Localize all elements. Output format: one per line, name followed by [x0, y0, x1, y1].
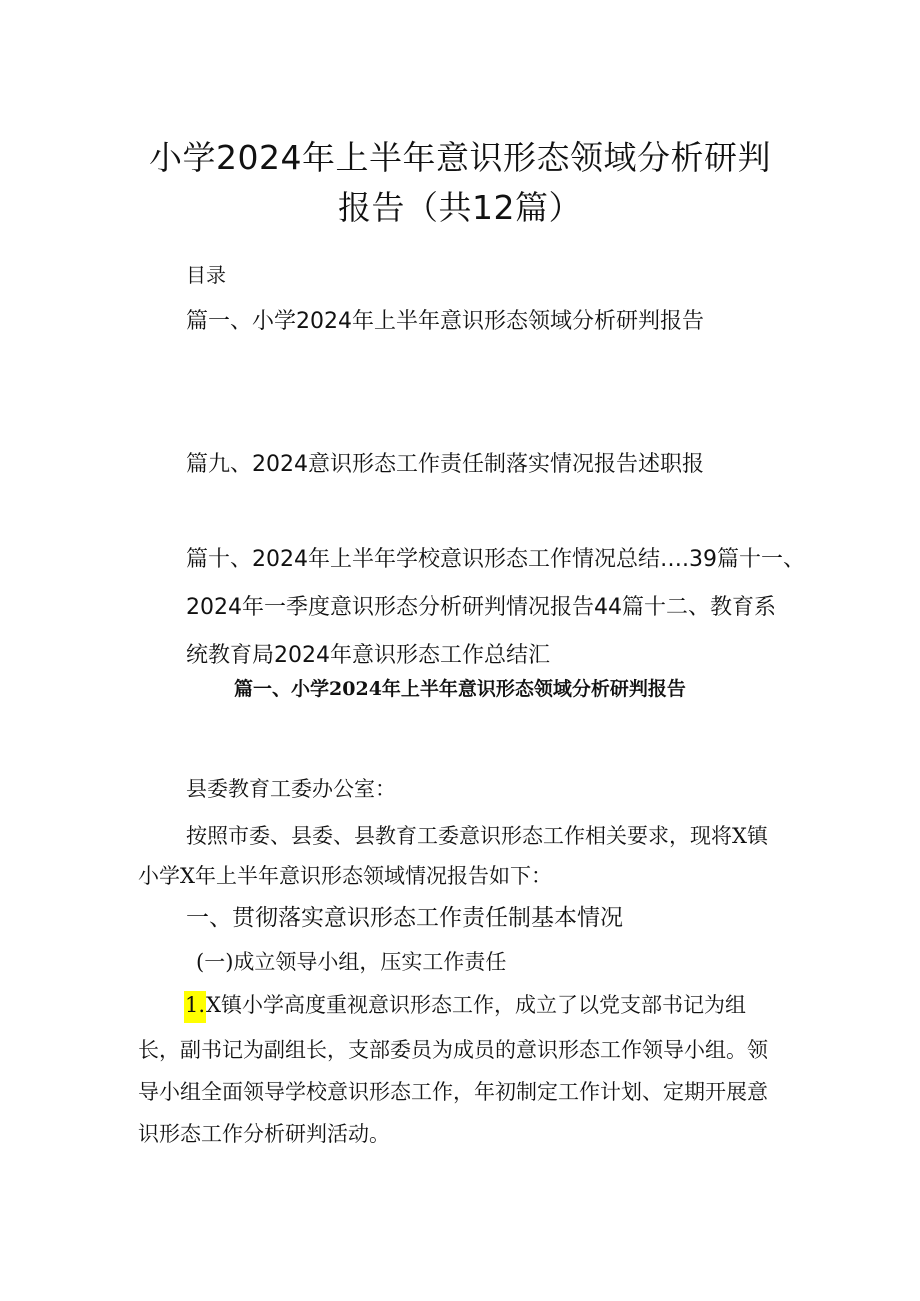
subheading-1: (一)成立领导小组，压实工作责任	[196, 950, 507, 974]
document-title-line-2: 报告（共12篇）	[338, 188, 582, 227]
document-title-line-1: 小学2024年上半年意识形态领域分析研判	[149, 138, 771, 177]
item-1-text: X镇小学高度重视意识形态工作，成立了以党支部书记为组	[206, 993, 746, 1017]
toc-item[interactable]: 篇一、小学2024年上半年意识形态领域分析研判报告	[186, 309, 704, 334]
salutation: 县委教育工委办公室：	[186, 777, 396, 801]
toc-item[interactable]: 篇九、2024意识形态工作责任制落实情况报告述职报	[186, 452, 704, 477]
toc-item[interactable]: 2024年一季度意识形态分析研判情况报告44篇十二、教育系	[186, 595, 776, 620]
item-1-line-2: 长，副书记为副组长，支部委员为成员的意识形态工作领导小组。领	[138, 1038, 768, 1062]
heading-1: 一、贯彻落实意识形态工作责任制基本情况	[186, 905, 623, 931]
section-heading: 篇一、小学2024年上半年意识形态领域分析研判报告	[234, 678, 686, 700]
intro-line-1: 按照市委、县委、县教育工委意识形态工作相关要求，现将X镇	[186, 824, 768, 848]
toc-item[interactable]: 统教育局2024年意识形态工作总结汇	[186, 643, 550, 668]
item-1-line-1	[184, 991, 746, 1019]
item-1-line-3: 导小组全面领导学校意识形态工作，年初制定工作计划、定期开展意	[138, 1080, 768, 1104]
item-1-number-highlight: 1.	[184, 991, 206, 1023]
toc-item[interactable]: 篇十、2024年上半年学校意识形态工作情况总结….39篇十一、	[186, 547, 805, 572]
item-1-line-4: 识形态工作分析研判活动。	[138, 1122, 390, 1146]
intro-line-2: 小学X年上半年意识形态领域情况报告如下：	[138, 864, 552, 888]
toc-label: 目录	[186, 263, 226, 287]
